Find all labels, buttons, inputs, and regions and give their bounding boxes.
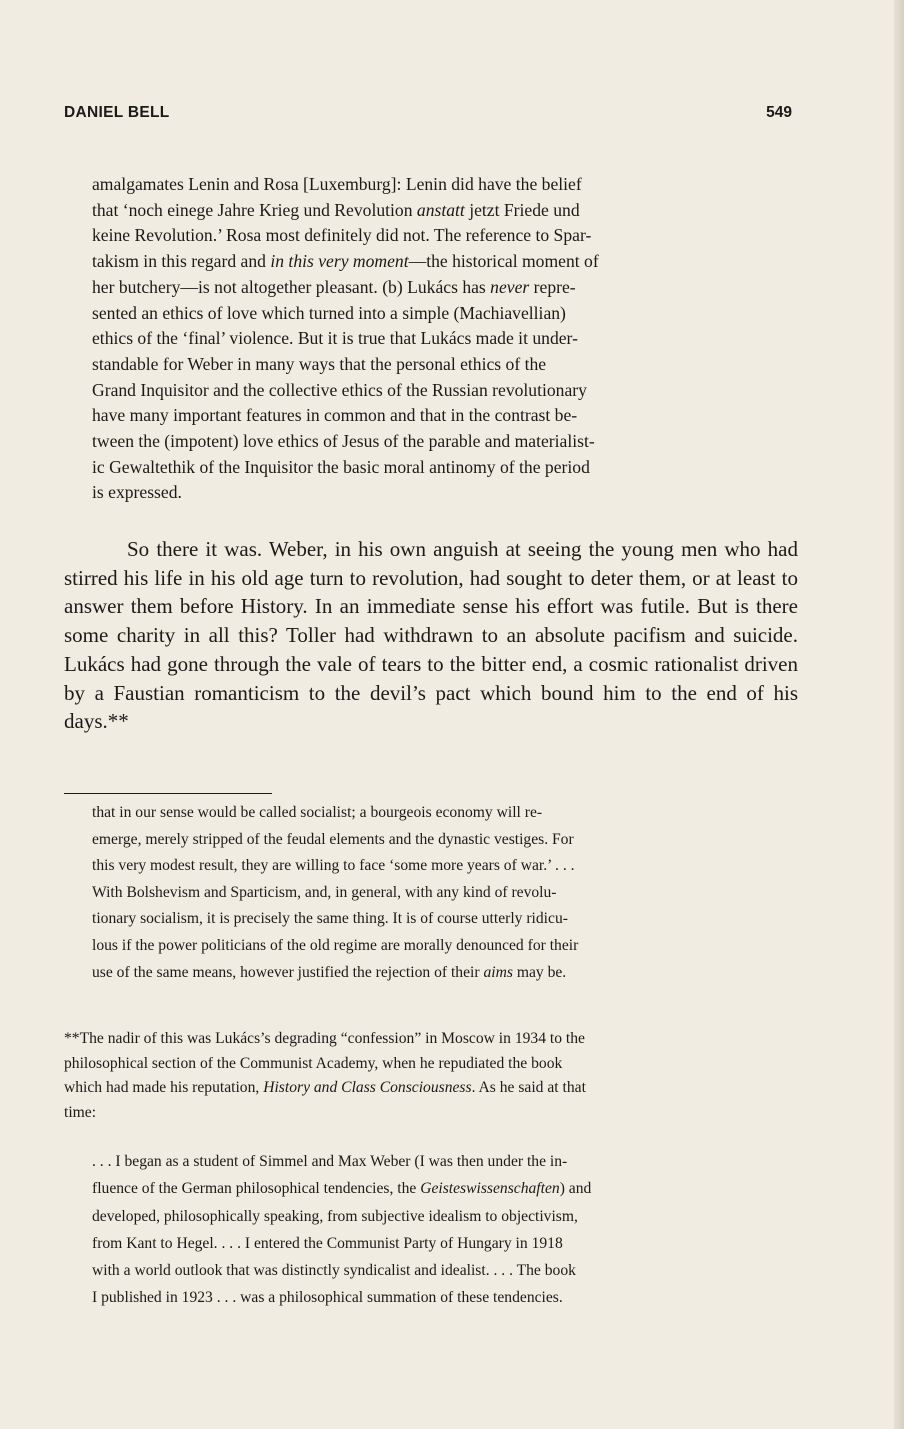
italic-text: in this very moment — [270, 251, 409, 272]
text-line: With Bolshevism and Sparticism, and, in general, with any kind of revolu- — [92, 883, 557, 901]
text-line: is expressed. — [92, 482, 182, 503]
text-line: all this? Toller had withdrawn to an absolute pacifism and suicide. — [208, 623, 798, 648]
text-line: keine Revolution.’ Rosa most definitely did not. The reference to Spar- — [92, 225, 592, 246]
text-line: emerge, merely stripped of the feudal elements and the dynastic vestiges. For — [92, 830, 574, 848]
text-line: **The nadir of this was Lukács’s degrading “confession” in Moscow in 1934 to the — [64, 1030, 585, 1047]
page-number: 549 — [766, 104, 792, 121]
text-line: sought to deter them, or at least to answer them before History. In — [64, 565, 798, 619]
text-line: rationalist driven by a Faustian romanticism to the devil’s pact — [64, 651, 798, 705]
block-quote — [92, 172, 770, 506]
italic-text: aims — [483, 963, 513, 981]
text-line: tionary socialism, it is precisely the same thing. It is of course utterly ridicu- — [92, 910, 568, 928]
italic-text: Geisteswissenschaften — [420, 1180, 560, 1198]
text-line: her butchery—is not altogether pleasant. (b) Lukács has never repre- — [92, 276, 576, 297]
text-line: developed, philosophically speaking, from subjective idealism to objectivism, — [92, 1207, 578, 1225]
text-line: men who had stirred his life in his old age turn to revolution, had — [64, 537, 798, 590]
text-line: standable for Weber in many ways that the personal ethics of the — [92, 353, 547, 374]
footnote-continued — [92, 800, 766, 986]
text-line: from Kant to Hegel. . . . I entered the Communist Party of Hungary in 1918 — [92, 1234, 563, 1252]
text-line: ethics of the ‘final’ violence. But it is true that Lukács made it under- — [92, 328, 578, 349]
text-line: amalgamates Lenin and Rosa [Luxemburg]: Lenin did have the belief — [92, 174, 582, 194]
text-line: which bound him to the end of his days.** — [64, 680, 798, 734]
text-line: this very modest result, they are willing to face ‘some more years of war.’ . . . — [92, 857, 575, 875]
main-paragraph — [64, 535, 798, 736]
text-line: Grand Inquisitor and the collective ethics of the Russian revolutionary — [92, 379, 587, 400]
text-line: time: — [64, 1104, 97, 1122]
text-line: philosophical section of the Communist Academy, when he repudiated the book — [64, 1054, 563, 1072]
text-line: fluence of the German philosophical tendencies, the Geisteswissenschaften) and — [92, 1180, 592, 1198]
text-line: sented an ethics of love which turned into a simple (Machiavellian) — [92, 302, 566, 323]
text-line: takism in this regard and in this very moment—the historical moment of — [92, 251, 599, 272]
italic-text: anstatt — [416, 199, 465, 220]
text-line: lous if the power politicians of the old regime are morally denounced for their — [92, 936, 579, 954]
text-line: ic Gewaltethik of the Inquisitor the basic moral antinomy of the period — [92, 456, 590, 477]
italic-text: never — [490, 276, 530, 297]
book-title: History and Class Consciousness — [263, 1079, 472, 1097]
running-head — [64, 104, 792, 126]
text-line: with a world outlook that was distinctly syndicalist and idealist. . . . The book — [92, 1262, 576, 1280]
text-line: Lukács had gone through the vale of tears to the bitter end, a cosmic — [64, 651, 649, 676]
footnote-double-asterisk — [64, 1027, 794, 1126]
footnote-rule — [64, 793, 272, 794]
footnote-block-quote — [92, 1148, 770, 1312]
running-head-author: DANIEL BELL — [64, 104, 170, 121]
text-line: that in our sense would be called socialist; a bourgeois economy will re- — [92, 804, 543, 821]
text-line: use of the same means, however justified the rejection of their aims may be. — [92, 963, 567, 981]
page-edge — [894, 0, 904, 1429]
text-line: So there it was. Weber, in his own anguish at seeing the young — [127, 537, 674, 561]
text-line: an immediate sense his effort was futile. But is there some charity in — [64, 594, 798, 648]
text-line: have many important features in common and that in the contrast be- — [92, 405, 578, 426]
text-line: . . . I began as a student of Simmel and Max Weber (I was then under the in- — [92, 1153, 568, 1170]
text-line: tween the (impotent) love ethics of Jesus of the parable and materialist- — [92, 431, 595, 452]
text-line: I published in 1923 . . . was a philosophical summation of these tendencies. — [92, 1289, 563, 1307]
text-line: that ‘noch einege Jahre Krieg und Revolution anstatt jetzt Friede und — [92, 199, 580, 220]
text-line: which had made his reputation, History and Class Consciousness. As he said at that — [64, 1079, 586, 1097]
